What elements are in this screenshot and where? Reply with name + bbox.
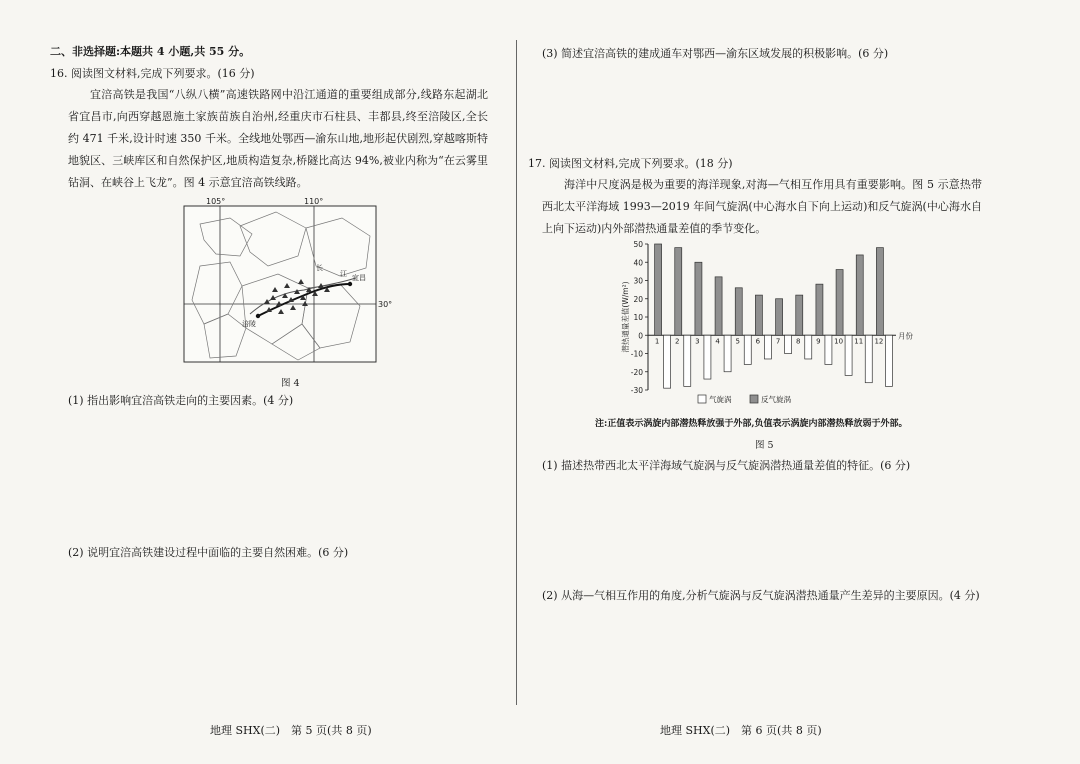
map-label-jiang: 江 xyxy=(340,270,347,278)
bar-anticyclone xyxy=(755,295,762,335)
bar-cyclone xyxy=(805,335,812,359)
bar-cyclone xyxy=(785,335,792,353)
x-tick-label: 4 xyxy=(715,337,720,346)
question-17-stem: 17. 阅读图文材料,完成下列要求。(18 分) xyxy=(528,157,733,170)
bar-anticyclone xyxy=(715,277,722,335)
question-16-passage: 宜涪高铁是我国“八纵八横”高速铁路网中沿江通道的重要组成部分,线路东起湖北省宜昌市,向西穿越恩施土家族苗族自治州,经重庆市石柱县、丰都县,终至涪陵区,全长约 471 千米,设计时速 350 千米。全线地处鄂西—渝东山地,地形起伏剧烈,穿越喀斯特地貌区、三峡库区和自然保护区,地质构造复杂,桥隧比高达 94%,被业内称为“在云雾里钻洞、在峡谷上飞龙”。图 4 示意宜涪高铁线路。 xyxy=(68,88,488,189)
bar-anticyclone xyxy=(816,284,823,335)
bar-anticyclone xyxy=(796,295,803,335)
y-tick-label: -20 xyxy=(630,367,643,377)
legend-swatch-anticyclone xyxy=(750,395,758,403)
lon-label-110: 110° xyxy=(304,197,324,206)
y-axis-title: 潜热通量差值(W/m²) xyxy=(621,281,630,353)
bar-cyclone xyxy=(724,335,731,372)
bar-cyclone xyxy=(845,335,852,375)
yichang-city-marker xyxy=(348,282,352,286)
bar-anticyclone xyxy=(836,270,843,336)
question-16-1: (1) 指出影响宜涪高铁走向的主要因素。(4 分) xyxy=(68,394,294,407)
bar-cyclone xyxy=(684,335,691,386)
y-tick-label: -30 xyxy=(630,386,643,395)
bar-cyclone xyxy=(825,335,832,364)
lon-label-105: 105° xyxy=(206,197,226,206)
y-tick-label: 10 xyxy=(633,313,643,322)
bar-anticyclone xyxy=(776,299,783,336)
question-17-passage: 海洋中尺度涡是极为重要的海洋现象,对海—气相互作用具有重要影响。图 5 示意热带西北太平洋海域 1993—2019 年间气旋涡(中心海水自下向上运动)和反气旋涡(中心海水自上向下运动)内外部潜热通量差值的季节变化。 xyxy=(542,178,982,235)
x-tick-label: 5 xyxy=(735,337,740,346)
x-tick-label: 7 xyxy=(775,337,781,346)
y-tick-label: 20 xyxy=(633,294,643,304)
x-tick-label: 10 xyxy=(834,337,844,346)
bar-anticyclone xyxy=(655,244,662,335)
y-tick-label: 30 xyxy=(633,276,643,286)
y-tick-label: 0 xyxy=(638,331,643,341)
y-tick-label: 50 xyxy=(633,240,643,249)
map-label-fuling: 涪陵 xyxy=(242,320,256,328)
bar-cyclone xyxy=(885,335,892,386)
x-tick-label: 2 xyxy=(675,337,680,346)
legend-label-cyclone: 气旋涡 xyxy=(709,395,732,404)
bar-anticyclone xyxy=(695,262,702,335)
figure-4-caption: 图 4 xyxy=(281,378,300,389)
page-divider xyxy=(516,40,517,705)
x-tick-label: 3 xyxy=(695,337,700,346)
question-17-2: (2) 从海—气相互作用的角度,分析气旋涡与反气旋涡潜热通量产生差异的主要原因。(4 分) xyxy=(542,589,980,602)
bar-anticyclone xyxy=(856,255,863,335)
fuling-city-marker xyxy=(256,314,260,318)
bar-anticyclone xyxy=(876,248,883,336)
x-tick-label: 6 xyxy=(755,337,761,346)
section-heading: 二、非选择题:本题共 4 小题,共 55 分。 xyxy=(50,45,251,58)
x-tick-label: 9 xyxy=(816,337,821,346)
question-16-stem: 16. 阅读图文材料,完成下列要求。(16 分) xyxy=(50,67,255,80)
x-tick-label: 8 xyxy=(796,337,801,346)
bar-cyclone xyxy=(744,335,751,364)
bar-cyclone xyxy=(764,335,771,359)
bar-cyclone xyxy=(704,335,711,379)
latent-heat-flux-chart xyxy=(590,238,960,410)
legend-swatch-cyclone xyxy=(698,395,706,403)
page-footer-6: 地理 SHX(二) 第 6 页(共 8 页) xyxy=(660,724,822,737)
left-page xyxy=(0,0,515,764)
y-tick-label: 40 xyxy=(633,258,643,268)
right-page xyxy=(520,0,1080,764)
lat-label-30: 30° xyxy=(378,300,393,309)
x-tick-label: 12 xyxy=(874,337,884,346)
y-tick-label: -10 xyxy=(630,349,643,359)
bar-anticyclone xyxy=(735,288,742,335)
question-16-3: (3) 简述宜涪高铁的建成通车对鄂西—渝东区域发展的积极影响。(6 分) xyxy=(542,47,889,60)
page-footer-5: 地理 SHX(二) 第 5 页(共 8 页) xyxy=(210,724,372,737)
figure-5-note: 注:正值表示涡旋内部潜热释放强于外部,负值表示涡旋内部潜热释放弱于外部。 xyxy=(595,419,908,429)
x-tick-label: 1 xyxy=(654,337,660,346)
map-label-chang: 长 xyxy=(316,264,323,272)
bar-cyclone xyxy=(664,335,671,388)
x-tick-label: 11 xyxy=(854,337,864,346)
legend-label-anticyclone: 反气旋涡 xyxy=(761,395,791,404)
figure-5-caption: 图 5 xyxy=(755,440,774,451)
question-16-2: (2) 说明宜涪高铁建设过程中面临的主要自然困难。(6 分) xyxy=(68,546,349,559)
railway-map xyxy=(180,196,396,368)
x-axis-unit: 月份 xyxy=(898,331,913,341)
bar-anticyclone xyxy=(675,248,682,336)
map-label-yichang: 宜昌 xyxy=(352,274,366,282)
bar-cyclone xyxy=(865,335,872,382)
question-17-1: (1) 描述热带西北太平洋海域气旋涡与反气旋涡潜热通量差值的特征。(6 分) xyxy=(542,459,911,472)
